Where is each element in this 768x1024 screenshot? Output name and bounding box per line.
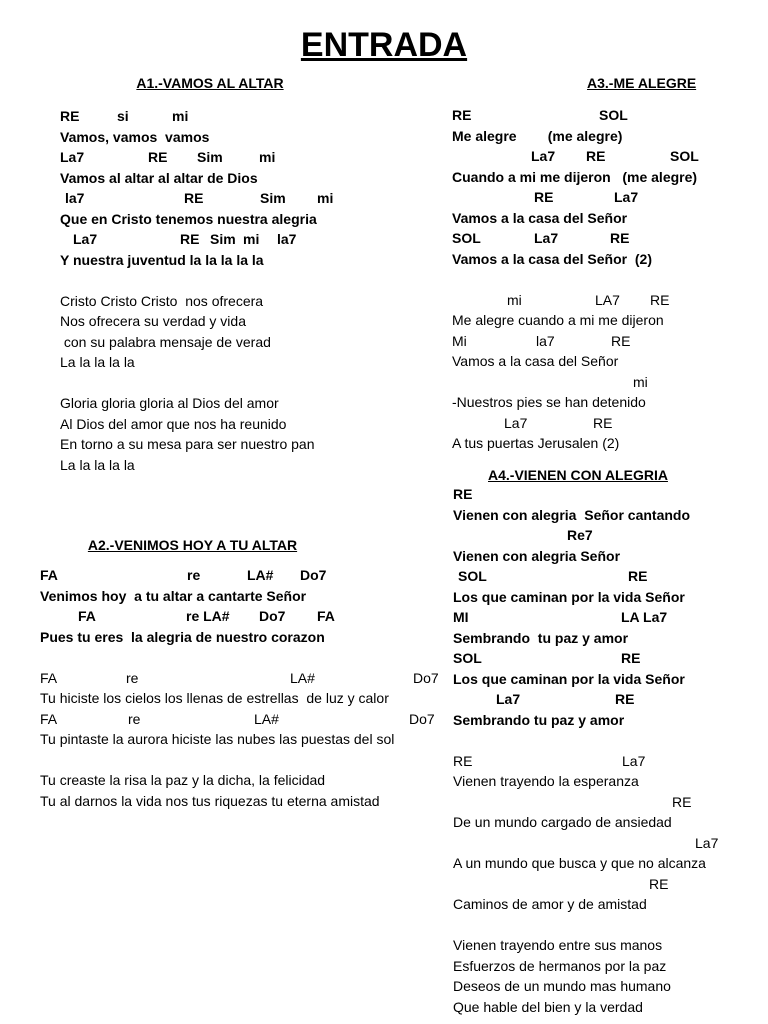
chord: LA# bbox=[290, 669, 315, 686]
chord-line bbox=[60, 147, 380, 168]
chord: RE bbox=[610, 230, 630, 246]
chord: Do7 bbox=[409, 710, 435, 727]
chord: Sim bbox=[260, 190, 286, 206]
chord-line bbox=[453, 751, 743, 772]
chord: La7 bbox=[496, 691, 521, 707]
chord: SOL bbox=[458, 568, 487, 584]
lyric-line: Los que caminan por la vida Señor bbox=[453, 588, 685, 605]
chord: Mi bbox=[452, 332, 467, 349]
song-a4 bbox=[453, 467, 743, 1017]
lyric-line: Esfuerzos de hermanos por la paz bbox=[453, 957, 667, 974]
chord: RE bbox=[649, 875, 669, 892]
lyric-line: Que en Cristo tenemos nuestra alegria bbox=[60, 210, 317, 227]
lyric-line: Deseos de un mundo mas humano bbox=[453, 978, 671, 994]
chord-line bbox=[40, 668, 440, 689]
lyric-line: Tu pintaste la aurora hiciste las nubes las puestas del sol bbox=[40, 731, 395, 747]
lyric-line: Los que caminan por la vida Señor bbox=[453, 670, 685, 687]
chord: SOL bbox=[453, 650, 482, 666]
chord-line bbox=[453, 689, 743, 710]
chord: SOL bbox=[452, 230, 481, 246]
song-a3 bbox=[452, 75, 742, 454]
chord: LA# bbox=[254, 710, 279, 727]
chord: La7 bbox=[622, 752, 646, 769]
lyric-line: Vamos a la casa del Señor bbox=[452, 209, 628, 226]
chord-line bbox=[60, 229, 380, 250]
chord: la7 bbox=[65, 190, 85, 206]
lyric-line: Vamos a la casa del Señor (2) bbox=[452, 250, 652, 267]
chord: mi bbox=[317, 190, 334, 206]
blank-line bbox=[40, 750, 440, 771]
song-title: A4.-VIENEN CON ALEGRIA bbox=[488, 467, 668, 483]
lyric-line: A tus puertas Jerusalen (2) bbox=[452, 435, 620, 451]
chord-line bbox=[40, 606, 440, 627]
lyric-line: La la la la la bbox=[60, 456, 135, 473]
chord: La7 bbox=[60, 149, 85, 165]
chord: RE bbox=[184, 190, 204, 206]
chord-line bbox=[453, 484, 743, 505]
chord: La7 bbox=[534, 230, 559, 246]
chord: RE bbox=[672, 793, 692, 810]
lyric-line: Tu creaste la risa la paz y la dicha, la felicidad bbox=[40, 772, 326, 788]
song-title: A3.-ME ALEGRE bbox=[587, 75, 697, 91]
chord: mi bbox=[172, 108, 189, 124]
lyric-line: Vamos al altar al altar de Dios bbox=[60, 169, 258, 186]
chord: RE bbox=[611, 332, 631, 349]
lyric-line: Me alegre cuando a mi me dijeron bbox=[452, 312, 664, 328]
lyric-line: Vienen con alegria Señor cantando bbox=[453, 506, 691, 523]
chord: RE bbox=[180, 231, 200, 247]
chord: SOL bbox=[599, 107, 628, 123]
chord: LA La7 bbox=[621, 609, 668, 625]
chord: RE bbox=[621, 650, 641, 666]
chord: RE bbox=[628, 568, 648, 584]
chord: FA bbox=[40, 567, 58, 583]
chord: re LA# bbox=[186, 608, 230, 624]
chord: La7 bbox=[504, 414, 528, 431]
chord-line bbox=[453, 525, 743, 546]
song-a1 bbox=[60, 75, 380, 475]
chord-line bbox=[40, 709, 440, 730]
lyric-line: Me alegre (me alegre) bbox=[452, 127, 623, 144]
chord-line bbox=[453, 648, 743, 669]
chord-line bbox=[452, 228, 742, 249]
chord: RE bbox=[453, 486, 473, 502]
lyric-line: Sembrando tu paz y amor bbox=[453, 711, 625, 728]
chord-line bbox=[452, 331, 742, 352]
chord: re bbox=[126, 669, 139, 686]
chord: si bbox=[117, 108, 129, 124]
chord: mi bbox=[507, 291, 522, 308]
lyric-line: Gloria gloria gloria al Dios del amor bbox=[60, 395, 279, 411]
chord: RE bbox=[593, 414, 613, 431]
chord: FA bbox=[78, 608, 96, 624]
chord: RE bbox=[148, 149, 168, 165]
chord: Do7 bbox=[300, 567, 327, 583]
chord: La7 bbox=[695, 834, 719, 851]
lyric-line: Vienen con alegria Señor bbox=[453, 547, 621, 564]
chord: mi bbox=[633, 373, 648, 390]
chord: RE bbox=[60, 108, 80, 124]
chord-line bbox=[452, 290, 742, 311]
chord-line bbox=[60, 106, 380, 127]
chord: LA# bbox=[247, 567, 274, 583]
chord-line bbox=[452, 413, 742, 434]
lyric-line: La la la la la bbox=[60, 354, 135, 370]
chord: FA bbox=[317, 608, 335, 624]
blank-line bbox=[453, 730, 743, 751]
blank-line bbox=[40, 647, 440, 668]
chord: la7 bbox=[277, 231, 297, 247]
lyric-line: con su palabra mensaje de verad bbox=[60, 333, 271, 350]
chord: RE bbox=[534, 189, 554, 205]
chord: RE bbox=[452, 107, 472, 123]
page-title: ENTRADA bbox=[300, 26, 468, 64]
song-title: A2.-VENIMOS HOY A TU ALTAR bbox=[87, 537, 298, 553]
lyric-line: Que hable del bien y la verdad bbox=[453, 998, 643, 1015]
chord-line bbox=[453, 607, 743, 628]
lyric-line: En torno a su mesa para ser nuestro pan bbox=[60, 436, 315, 452]
blank-line bbox=[60, 373, 380, 394]
chord: mi bbox=[259, 149, 276, 165]
chord: MI bbox=[453, 609, 469, 625]
chord: SOL bbox=[670, 148, 699, 164]
chord: LA7 bbox=[595, 291, 620, 308]
blank-line bbox=[453, 915, 743, 936]
chord: re bbox=[128, 710, 141, 727]
chord: La7 bbox=[531, 148, 556, 164]
chord-line bbox=[452, 105, 742, 126]
chord: La7 bbox=[614, 189, 639, 205]
chord: mi bbox=[243, 231, 260, 247]
chord: La7 bbox=[73, 231, 98, 247]
lyric-line: De un mundo cargado de ansiedad bbox=[453, 814, 672, 830]
chord: RE bbox=[453, 752, 473, 769]
chord: la7 bbox=[536, 332, 555, 349]
chord: RE bbox=[586, 148, 606, 164]
blank-line bbox=[60, 270, 380, 291]
chord: Re7 bbox=[567, 527, 593, 543]
chord: Sim bbox=[197, 149, 223, 165]
song-title: A1.-VAMOS AL ALTAR bbox=[136, 75, 284, 91]
lyric-line: Sembrando tu paz y amor bbox=[453, 629, 629, 646]
lyric-line: Y nuestra juventud la la la la la bbox=[60, 251, 264, 268]
lyric-line: A un mundo que busca y que no alcanza bbox=[453, 855, 706, 871]
lyric-line: Tu hiciste los cielos los llenas de estrellas de luz y calor bbox=[40, 690, 389, 706]
lyric-line: Vamos a la casa del Señor bbox=[452, 353, 619, 369]
chord: re bbox=[187, 567, 201, 583]
lyric-line: Tu al darnos la vida nos tus riquezas tu eterna amistad bbox=[40, 792, 380, 809]
song-a2 bbox=[40, 537, 440, 811]
chord-line bbox=[452, 146, 742, 167]
chord: RE bbox=[615, 691, 635, 707]
chord: Do7 bbox=[259, 608, 286, 624]
chord: FA bbox=[40, 669, 58, 686]
chord-line bbox=[453, 792, 743, 813]
chord-line bbox=[60, 188, 380, 209]
chord-line bbox=[453, 874, 743, 895]
chord-line bbox=[452, 187, 742, 208]
lyric-line: Vamos, vamos vamos bbox=[60, 128, 210, 145]
chord-line bbox=[40, 565, 440, 586]
lyric-line: Al Dios del amor que nos ha reunido bbox=[60, 415, 287, 432]
lyric-line: Nos ofrecera su verdad y vida bbox=[60, 313, 246, 329]
lyric-line: Vienen trayendo entre sus manos bbox=[453, 937, 663, 953]
lyric-line: Venimos hoy a tu altar a cantarte Señor bbox=[40, 587, 307, 604]
blank-line bbox=[452, 269, 742, 290]
chord: FA bbox=[40, 710, 58, 727]
chord-line bbox=[453, 566, 743, 587]
chord: RE bbox=[650, 291, 670, 308]
chord-line bbox=[453, 833, 743, 854]
lyric-line: Cuando a mi me dijeron (me alegre) bbox=[452, 168, 698, 185]
lyric-line: -Nuestros pies se han detenido bbox=[452, 394, 646, 410]
lyric-line: Cristo Cristo Cristo nos ofrecera bbox=[60, 292, 264, 309]
lyric-line: Vienen trayendo la esperanza bbox=[453, 773, 639, 789]
chord: Do7 bbox=[413, 669, 439, 686]
chord-line bbox=[452, 372, 742, 393]
lyric-line: Caminos de amor y de amistad bbox=[453, 896, 647, 912]
lyric-line: Pues tu eres la alegria de nuestro corazon bbox=[40, 628, 325, 645]
chord: Sim bbox=[210, 231, 236, 247]
